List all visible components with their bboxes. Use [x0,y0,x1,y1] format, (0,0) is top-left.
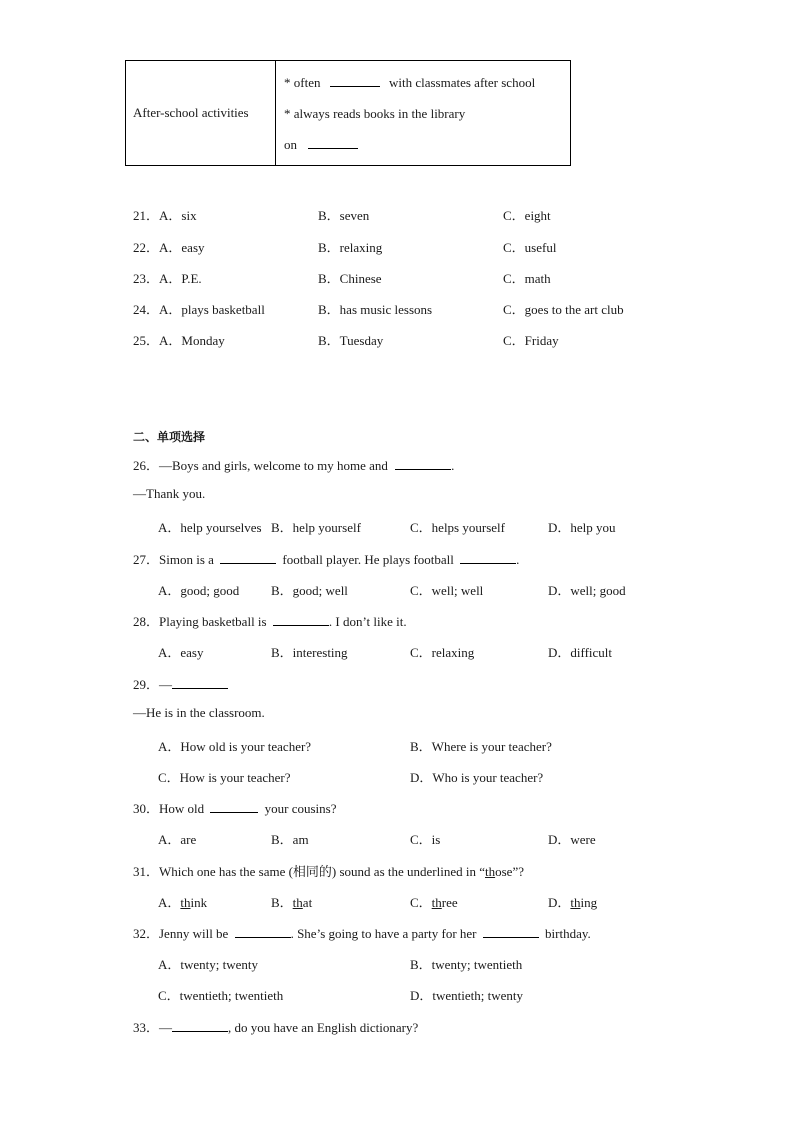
table-row: * often with classmates after school [284,74,536,90]
table-label: After-school activities [133,105,249,120]
option-d: D．were [548,832,596,847]
table-rows-cell [276,61,571,166]
answer-blank [172,1020,228,1032]
question-27-stem: 27．Simon is a football player. He plays football . [133,552,520,567]
question-29-stem: 29．— [133,674,228,693]
option-a: A．help yourselves [158,520,262,535]
answer-blank [172,677,228,689]
option-c: C．eight [503,208,551,223]
option-c: C．well; well [410,583,484,598]
activities-table [125,60,571,166]
table-row: on [284,129,570,160]
question-30-stem: 30．How old your cousins? [133,801,337,816]
question-21: 21．A．six [133,208,197,223]
question-26-reply: —Thank you. [133,486,206,501]
question-23: 23．A．P.E. [133,271,202,286]
question-25: 25．A．Monday [133,333,225,348]
question-26-stem: 26．—Boys and girls, welcome to my home and . [133,458,455,473]
answer-blank [395,458,451,470]
option-c: C．helps yourself [410,520,505,535]
question-28-stem: 28．Playing basketball is . I don’t like it. [133,614,407,629]
option-a: A．are [158,832,197,847]
option-a: A．twenty; twenty [158,957,259,972]
question-32-stem: 32．Jenny will be . She’s going to have a party for her birthday. [133,926,591,941]
option-b: B．help yourself [271,520,361,535]
option-b: B．relaxing [318,240,383,255]
option-b: B．that [271,895,313,910]
option-b: B．twenty; twentieth [410,957,523,972]
option-c: C．is [410,832,441,847]
answer-blank [460,552,516,564]
answer-blank [483,926,539,938]
option-b: B．Chinese [318,271,382,286]
question-22: 22．A．easy [133,240,205,255]
section-title: 二、单项选择 [133,430,206,444]
option-b: B．Where is your teacher? [410,739,552,754]
answer-blank [308,137,358,149]
option-c: C．three [410,895,458,910]
option-b: B．Tuesday [318,333,384,348]
option-b: B．has music lessons [318,302,433,317]
answer-blank [210,801,258,813]
option-b: B．seven [318,208,370,223]
option-d: D．difficult [548,645,613,660]
option-d: D．well; good [548,583,626,598]
question-24: 24．A．plays basketball [133,302,265,317]
option-d: D．Who is your teacher? [410,770,544,785]
option-d: D．thing [548,895,598,910]
option-b: B．good; well [271,583,348,598]
option-c: C．How is your teacher? [158,770,291,785]
answer-blank [273,614,329,626]
question-29-reply: —He is in the classroom. [133,705,265,720]
option-c: C．twentieth; twentieth [158,988,284,1003]
option-c: C．Friday [503,333,559,348]
question-31-stem: 31．Which one has the same (相同的) sound as the underlined in “those”? [133,864,524,879]
option-a: A．easy [158,645,204,660]
option-d: D．help you [548,520,616,535]
option-c: C．goes to the art club [503,302,624,317]
table-label-cell [126,61,276,166]
option-a: A．good; good [158,583,240,598]
option-a: A．How old is your teacher? [158,739,312,754]
option-b: B．am [271,832,309,847]
answer-blank [220,552,276,564]
answer-blank [330,75,380,87]
option-c: C．math [503,271,551,286]
option-c: C．useful [503,240,557,255]
option-c: C．relaxing [410,645,475,660]
table-row: * always reads books in the library [284,105,466,121]
option-b: B．interesting [271,645,348,660]
option-d: D．twentieth; twenty [410,988,524,1003]
answer-blank [235,926,291,938]
question-33-stem: 33．— , do you have an English dictionary? [133,1020,419,1035]
option-a: A．think [158,895,208,910]
